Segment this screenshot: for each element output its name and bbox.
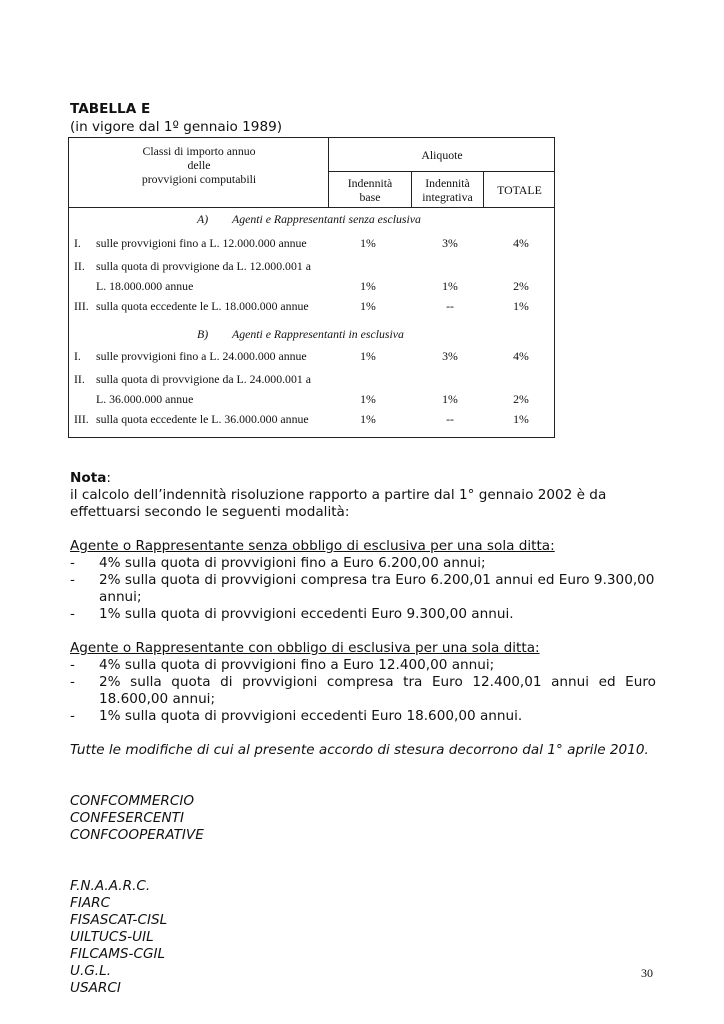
list-item: - 4% sulla quota di provvigioni fino a Euro 6.200,00 annui; — [70, 555, 486, 571]
nota-intro-line: effettuarsi secondo le seguenti modalità: — [70, 504, 350, 520]
page-number: 30 — [641, 966, 653, 980]
header-classes: Classi di importo annuo delle provvigioni computabili — [141, 144, 257, 186]
contribution-rate-table: Classi di importo annuo delle provvigioni computabili Aliquote Indennità base Indennità integrativa TOTALE A) Agenti e Rappresentanti senza esclusiva I. sulle provvigioni fino a L. 12.000.000 annue 1% 3% 4% II. sulla quota di provvigione da L. 12.000.001 a L. 18.000.000 annue 1% 1% 2% III. sulla quota eccedente le L. 18.000.000 annue 1% -- 1% B) Agenti e Rappresentanti in esclusiva I. sulle provvigioni fino a L. 24.000.000 annue 1% 3% 4% II. sulla quota di provvigione da L. 24.000.001 a L. 36.000.000 annue 1% 1% 2% III. sulla quota eccedente le L. 36.000.000 annue 1% -- 1% — [68, 137, 555, 438]
list-item-continuation: 18.600,00 annui; — [99, 691, 216, 707]
list-item: - 1% sulla quota di provvigioni eccedenti Euro 9.300,00 annui. — [70, 606, 514, 622]
list-item: - 4% sulla quota di provvigioni fino a Euro 12.400,00 annui; — [70, 657, 495, 673]
signatory: FILCAMS-CGIL — [70, 946, 166, 962]
nota-heading: Nota: — [70, 470, 111, 486]
header-divider — [329, 171, 555, 172]
list-item: - 2% sulla quota di provvigioni compresa tra Euro 6.200,01 annui ed Euro 9.300,00 — [70, 572, 655, 588]
signatory: CONFCOMMERCIO — [70, 793, 195, 809]
list-item-continuation: annui; — [99, 589, 142, 605]
nota-section — [70, 470, 656, 997]
signatory: F.N.A.A.R.C. — [70, 878, 151, 894]
signatory: CONFESERCENTI — [70, 810, 184, 826]
signatory: USARCI — [70, 980, 121, 996]
header-integrativa: Indennità integrativa — [422, 176, 473, 204]
header-totale: TOTALE — [497, 183, 542, 197]
section-b-letter: B) — [197, 327, 209, 341]
signatory: FISASCAT-CISL — [70, 912, 168, 928]
section-a-title: Agenti e Rappresentanti senza esclusiva — [232, 212, 421, 226]
signatory: UILTUCS-UIL — [70, 929, 154, 945]
closing-statement: Tutte le modifiche di cui al presente accordo di stesura decorrono dal 1° aprile 2010. — [70, 742, 649, 758]
section-b-title: Agenti e Rappresentanti in esclusiva — [232, 327, 404, 341]
section-a-letter: A) — [197, 212, 209, 226]
list-item: - 1% sulla quota di provvigioni eccedenti Euro 18.600,00 annui. — [70, 708, 523, 724]
header-base: Indennità base — [347, 176, 393, 204]
group1-heading: Agente o Rappresentante senza obbligo di esclusiva per una sola ditta: — [70, 538, 555, 554]
nota-intro-line: il calcolo dell’indennità risoluzione rapporto a partire dal 1° gennaio 2002 è da — [70, 487, 607, 503]
signatory: CONFCOOPERATIVE — [70, 827, 204, 843]
header-aliquote: Aliquote — [421, 148, 463, 162]
table-title: TABELLA E — [70, 101, 151, 117]
signatory: FIARC — [70, 895, 111, 911]
group2-heading: Agente o Rappresentante con obbligo di esclusiva per una sola ditta: — [70, 640, 540, 656]
list-item: - 2% sulla quota di provvigioni compresa tra Euro 12.400,01 annui ed Euro — [70, 674, 656, 690]
signatory: U.G.L. — [70, 963, 112, 979]
table-subtitle: (in vigore dal 1º gennaio 1989) — [70, 119, 283, 135]
